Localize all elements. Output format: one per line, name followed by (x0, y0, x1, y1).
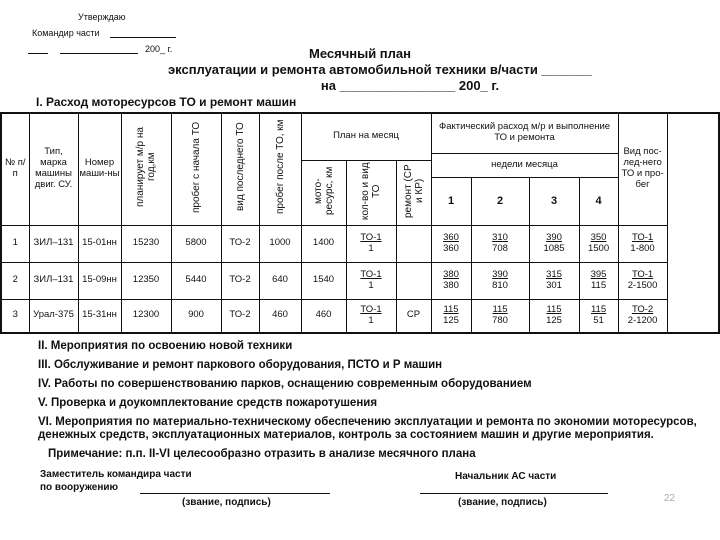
week-value: 310 708 (471, 225, 529, 262)
deputy-title: Заместитель командира части (40, 469, 192, 480)
last-to: ТО-2 (221, 225, 259, 262)
to-count: ТО-1 1 (346, 262, 396, 299)
motoresurs: 1540 (301, 262, 346, 299)
chief-signature-line (420, 493, 608, 494)
approval-year: 200_ г. (145, 44, 173, 54)
header-last-to: вид последнего ТО (221, 113, 259, 225)
deputy-caption: (звание, подпись) (182, 497, 271, 508)
week-value: 115 125 (431, 299, 471, 333)
week-value: 350 1500 (579, 225, 618, 262)
header-repair: ремонт (СР и КР) (396, 160, 431, 225)
header-num: № п/п (1, 113, 29, 225)
plan-table (0, 112, 720, 334)
to-count: ТО-1 1 (346, 299, 396, 333)
week-value: 315 301 (529, 262, 579, 299)
chief-title: Начальник АС части (455, 471, 557, 482)
table-row (1, 299, 719, 333)
deputy-signature-line (140, 493, 330, 494)
motoresurs: 1400 (301, 225, 346, 262)
mileage-after: 640 (259, 262, 301, 299)
page-number: 22 (664, 493, 676, 504)
header-plan-month: План на месяц (301, 113, 431, 160)
chief-caption: (звание, подпись) (458, 497, 547, 508)
header-number: Номер маши-ны (78, 113, 121, 225)
mileage-start: 5440 (171, 262, 221, 299)
header-type: Тип, марка машины двиг. СУ. (29, 113, 78, 225)
week-value: 115 125 (529, 299, 579, 333)
week-1: 1 (431, 177, 471, 225)
week-value: 380 380 (431, 262, 471, 299)
header-last-kind: Вид пос-лед-него ТО и про-бег (618, 113, 667, 225)
table-row (1, 262, 719, 299)
table-row (1, 225, 719, 262)
note: Примечание: п.п. II-VI целесообразно отразить в анализе месячного плана (48, 448, 476, 460)
week-3: 3 (529, 177, 579, 225)
week-value: 115 51 (579, 299, 618, 333)
vehicle-number: 15-01нн (78, 225, 121, 262)
week-value: 390 810 (471, 262, 529, 299)
header-weeks: недели месяца (431, 153, 618, 177)
last-kind: ТО-1 2-1500 (618, 262, 667, 299)
planned-mileage: 12350 (121, 262, 171, 299)
last-kind: ТО-1 1-800 (618, 225, 667, 262)
deputy-title-2: по вооружению (40, 482, 119, 493)
last-to: ТО-2 (221, 299, 259, 333)
section-4: IV. Работы по совершенствованию парков, оснащению современным оборудованием (38, 378, 532, 390)
header-mileage-start: пробег с начала ТО (171, 113, 221, 225)
repair: СР (396, 299, 431, 333)
vehicle-type: ЗИЛ–131 (29, 225, 78, 262)
page-period: на ________________ 200_ г. (320, 78, 500, 93)
section-2: II. Мероприятия по освоению новой техники (38, 340, 293, 352)
planned-mileage: 12300 (121, 299, 171, 333)
section-1-title: I. Расход моторесурсов ТО и ремонт машин (36, 95, 297, 109)
row-num: 1 (1, 225, 29, 262)
repair (396, 225, 431, 262)
header-mileage-after: пробег после ТО, км (259, 113, 301, 225)
signatures (0, 469, 720, 523)
page-subtitle: эксплуатации и ремонта автомобильной техники в/части _______ (167, 62, 593, 77)
week-value: 395 115 (579, 262, 618, 299)
row-num: 2 (1, 262, 29, 299)
vehicle-number: 15-09нн (78, 262, 121, 299)
mileage-start: 900 (171, 299, 221, 333)
week-value: 115 780 (471, 299, 529, 333)
section-3: III. Обслуживание и ремонт паркового оборудования, ПСТО и Р машин (38, 359, 443, 371)
header-motoresurs: мото-ресурс, км (301, 160, 346, 225)
row-num: 3 (1, 299, 29, 333)
week-value: 390 1085 (529, 225, 579, 262)
planned-mileage: 15230 (121, 225, 171, 262)
motoresurs: 460 (301, 299, 346, 333)
header-actual: Фактический расход м/р и выполнение ТО и ремонта (431, 113, 618, 153)
approve-label: Утверждаю (78, 12, 126, 22)
repair (396, 262, 431, 299)
section-5: V. Проверка и доукомплектование средств пожаротушения (38, 397, 378, 409)
page-title: Месячный план (308, 46, 411, 61)
last-to: ТО-2 (221, 262, 259, 299)
vehicle-type: ЗИЛ–131 (29, 262, 78, 299)
commander-label: Командир части (32, 28, 100, 38)
header-planned: планирует м/р на год,км (121, 113, 171, 225)
to-count: ТО-1 1 (346, 225, 396, 262)
vehicle-number: 15-31нн (78, 299, 121, 333)
vehicle-type: Урал-375 (29, 299, 78, 333)
last-kind: ТО-2 2-1200 (618, 299, 667, 333)
section-6: VI. Мероприятия по материально-техническому обеспечению эксплуатации и ремонта по экономии моторесурсов, денежных средств, эксплуатационных материалов, контроль за состоянием машин и другие мероприятия. (38, 416, 697, 441)
week-2: 2 (471, 177, 529, 225)
mileage-after: 1000 (259, 225, 301, 262)
mileage-after: 460 (259, 299, 301, 333)
header-to-count: кол-во и вид ТО (346, 160, 396, 225)
week-value: 360 360 (431, 225, 471, 262)
mileage-start: 5800 (171, 225, 221, 262)
week-4: 4 (579, 177, 618, 225)
